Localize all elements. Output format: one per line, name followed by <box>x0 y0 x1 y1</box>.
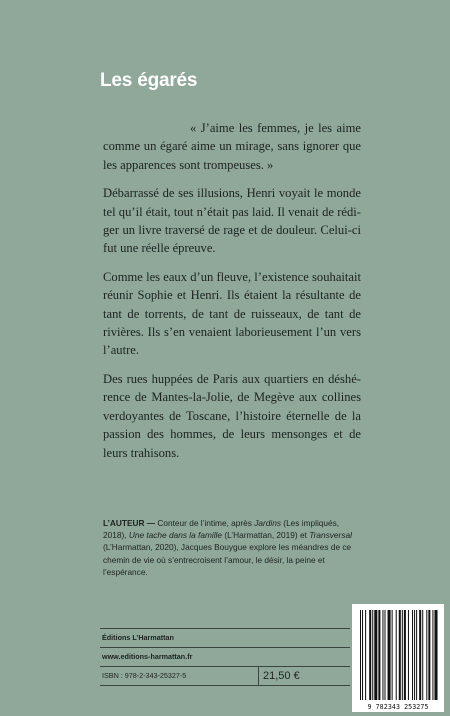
author-label: L’AUTEUR — <box>103 518 156 528</box>
blurb <box>103 119 361 472</box>
isbn: ISBN : 978-2-343-25327-5 <box>102 671 187 680</box>
barcode-bar <box>434 610 437 700</box>
barcode-bar <box>432 610 433 700</box>
blurb-paragraph: Débarrassé de ses illusions, Henri voyait le monde tel qu’il était, tout n’était pas laid. Il venait de rédiger un livre traversé de rage et de douleur. Celui-ci fut une réelle épreuve. <box>103 186 361 256</box>
book-title-transversal: Transversal <box>309 530 352 541</box>
publisher-website: www.editions-harmattan.fr <box>100 647 350 666</box>
barcode-bar <box>414 610 415 700</box>
barcode-bar <box>416 610 417 700</box>
barcode-bar <box>362 610 363 700</box>
epigraph-quote: « J’aime les femmes, je les aime comme un égaré aime un mirage, sans ignorer que les apparences sont trompeuses. » <box>103 121 361 172</box>
barcode-bar <box>426 610 427 700</box>
barcode-bar <box>396 610 397 700</box>
isbn-price-row <box>100 666 350 686</box>
barcode-bar <box>404 610 406 700</box>
book-title: Les égarés <box>100 70 198 91</box>
author-bio-text: (L’Harmattan, 2019) et <box>222 530 310 541</box>
barcode-bars <box>352 604 444 702</box>
barcode-bar <box>399 610 401 700</box>
author-bio-text: (L’Harmattan, 2020), Jacques Bouygue explore les méandres de ce chemin de vie où s’entrecroisent l’amour, le désir, la peine et l’espérance. <box>103 542 352 577</box>
barcode-bar <box>369 610 371 700</box>
book-title-jardins: Jardins <box>254 518 281 528</box>
barcode-digits: 9 782343 253275 <box>367 703 429 711</box>
barcode-bar <box>378 610 380 700</box>
blurb-paragraph: Des rues huppées de Paris aux quartiers en déshérence de Mantes-la-Jolie, de Megève aux collines verdoyantes de Toscane, l’histoire éternelle de la passion des hommes, de leurs mensonges et de leurs trahisons. <box>103 371 361 460</box>
barcode-bar <box>384 610 385 700</box>
barcode-bar <box>392 610 393 700</box>
barcode-bar <box>422 610 423 700</box>
blurb-paragraph: Comme les eaux d’un fleuve, l’existence souhaitait réunir Sophie et Henri. Ils étaient la résultante de tant de torrents, de tant de ruisseaux, de tant de rivières. Ils s’en venaient laborieusement l’un vers l’autre. <box>103 269 361 358</box>
barcode-bar <box>419 610 421 700</box>
barcode-bar <box>428 610 430 700</box>
author-bio-text: Conteur de l’intime, après <box>155 518 255 528</box>
barcode-bar <box>365 610 366 700</box>
barcode-bar <box>360 610 361 700</box>
barcode-bar <box>402 610 403 700</box>
author-bio-text: (Les impliqués, 2018), <box>103 518 340 541</box>
barcode-bar <box>372 610 373 700</box>
barcode-bar <box>408 610 409 700</box>
barcode-bar <box>374 610 377 700</box>
author-bio <box>103 517 363 578</box>
publisher-name: Éditions L’Harmattan <box>100 628 350 647</box>
barcode-bar <box>412 610 413 700</box>
barcode-bar <box>382 610 383 700</box>
price: 21,50 € <box>258 667 303 685</box>
publisher-info <box>100 628 350 686</box>
barcode-bar <box>388 610 391 700</box>
barcode <box>352 604 444 712</box>
book-title-tache: Une tache dans la famille <box>128 530 223 541</box>
